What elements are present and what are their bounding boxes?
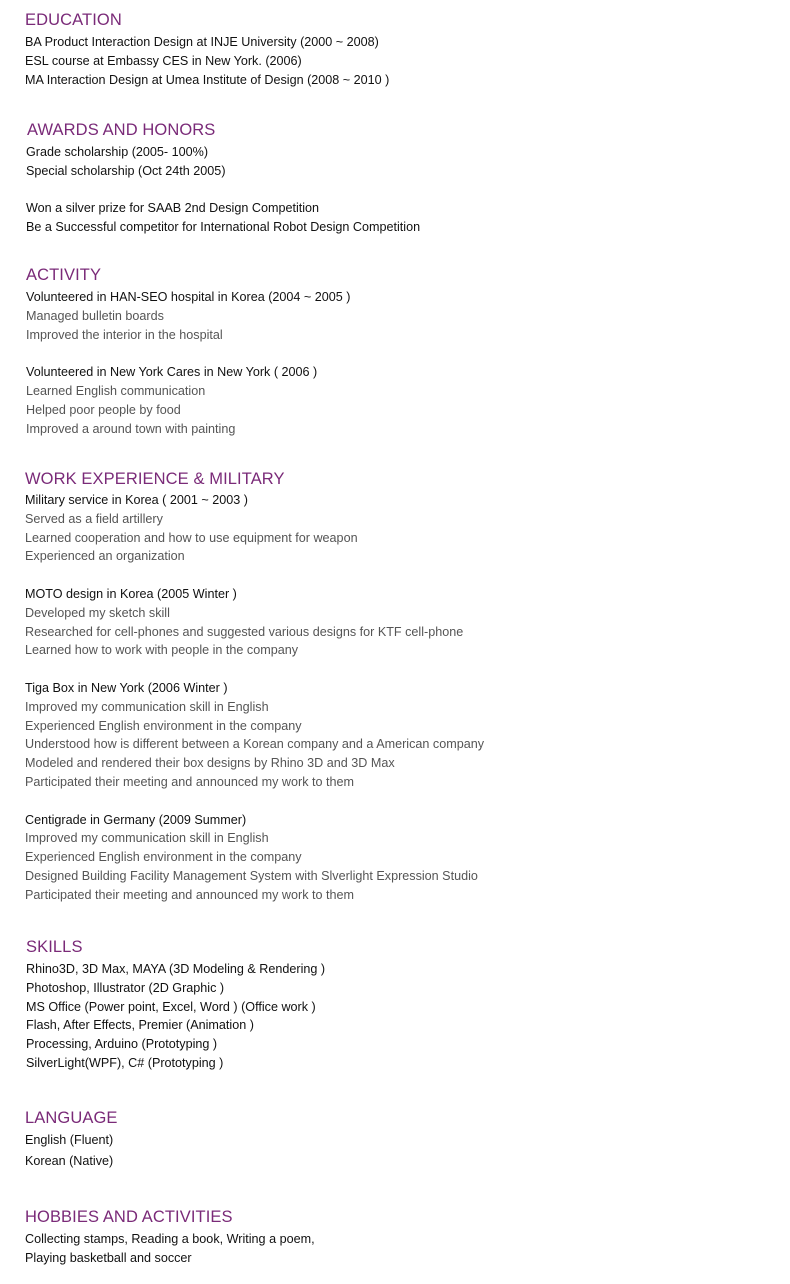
- education-heading: EDUCATION: [25, 11, 122, 29]
- work-entry-detail: Improved my communication skill in English: [25, 831, 269, 846]
- skills-section: [26, 938, 325, 1073]
- work-entry-title: Centigrade in Germany (2009 Summer): [25, 812, 247, 827]
- award-line: Special scholarship (Oct 24th 2005): [26, 163, 226, 178]
- language-heading: LANGUAGE: [25, 1109, 118, 1127]
- work-section: [25, 470, 484, 905]
- education-line: MA Interaction Design at Umea Institute of Design (2008 ~ 2010 ): [25, 72, 390, 87]
- award-line: Be a Successful competitor for International Robot Design Competition: [26, 220, 421, 235]
- work-entry-detail: Modeled and rendered their box designs by Rhino 3D and 3D Max: [25, 756, 395, 771]
- awards-section: [26, 121, 420, 237]
- work-entry-detail: Participated their meeting and announced my work to them: [25, 774, 355, 789]
- skill-line: Photoshop, Illustrator (2D Graphic ): [26, 980, 225, 995]
- work-heading: WORK EXPERIENCE & MILITARY: [25, 470, 285, 488]
- work-entry-title: Military service in Korea ( 2001 ~ 2003 ): [25, 493, 248, 507]
- activity-entry-detail: Improved a around town with painting: [26, 421, 236, 436]
- work-entry-detail: Developed my sketch skill: [25, 605, 170, 620]
- work-entry-detail: Experienced English environment in the company: [25, 718, 302, 733]
- work-entry-detail: Participated their meeting and announced my work to them: [25, 887, 355, 902]
- activity-entry-detail: Learned English communication: [26, 383, 206, 398]
- work-entry-detail: Improved my communication skill in English: [25, 699, 269, 714]
- activity-section: [26, 266, 351, 438]
- hobby-line: Collecting stamps, Reading a book, Writing a poem,: [25, 1232, 315, 1246]
- activity-entry-detail: Managed bulletin boards: [26, 308, 164, 323]
- education-line: ESL course at Embassy CES in New York. (2006): [25, 53, 302, 68]
- activity-entry-title: Volunteered in New York Cares in New York ( 2006 ): [26, 365, 318, 380]
- language-section: [25, 1109, 118, 1171]
- work-entry-detail: Experienced English environment in the company: [25, 850, 302, 865]
- skill-line: Processing, Arduino (Prototyping ): [26, 1037, 218, 1052]
- hobbies-heading: HOBBIES AND ACTIVITIES: [25, 1208, 233, 1226]
- work-entry-detail: Researched for cell-phones and suggested various designs for KTF cell-phone: [25, 624, 464, 639]
- hobby-line: Playing basketball and soccer: [25, 1250, 192, 1265]
- work-entry-title: MOTO design in Korea (2005 Winter ): [25, 586, 237, 601]
- work-entry-detail: Understood how is different between a Korean company and a American company: [25, 737, 485, 752]
- work-entry-detail: Learned how to work with people in the company: [25, 643, 299, 658]
- activity-heading: ACTIVITY: [26, 266, 102, 284]
- hobbies-section: [25, 1208, 315, 1268]
- education-line: BA Product Interaction Design at INJE University (2000 ~ 2008): [25, 35, 379, 49]
- skills-heading: SKILLS: [26, 938, 83, 956]
- activity-entry-title: Volunteered in HAN-SEO hospital in Korea (2004 ~ 2005 ): [26, 290, 351, 304]
- awards-heading: AWARDS AND HONORS: [27, 121, 216, 139]
- activity-entry-detail: Improved the interior in the hospital: [26, 327, 223, 342]
- award-line: Won a silver prize for SAAB 2nd Design Competition: [26, 201, 320, 216]
- work-entry-detail: Experienced an organization: [25, 549, 185, 564]
- work-entry-title: Tiga Box in New York (2006 Winter ): [25, 680, 228, 695]
- award-line: Grade scholarship (2005- 100%): [26, 145, 209, 159]
- language-line: Korean (Native): [25, 1153, 114, 1168]
- activity-entry-detail: Helped poor people by food: [26, 402, 181, 417]
- skill-line: MS Office (Power point, Excel, Word ) (Office work ): [26, 999, 316, 1014]
- skill-line: Rhino3D, 3D Max, MAYA (3D Modeling & Rendering ): [26, 962, 326, 976]
- work-entry-detail: Designed Building Facility Management System with Slverlight Expression Studio: [25, 868, 478, 883]
- work-entry-detail: Served as a field artillery: [25, 511, 163, 526]
- skill-line: SilverLight(WPF), C# (Prototyping ): [26, 1055, 224, 1070]
- language-line: English (Fluent): [25, 1133, 114, 1147]
- work-entry-detail: Learned cooperation and how to use equipment for weapon: [25, 530, 358, 545]
- education-section: [25, 11, 389, 89]
- skill-line: Flash, After Effects, Premier (Animation ): [26, 1018, 254, 1033]
